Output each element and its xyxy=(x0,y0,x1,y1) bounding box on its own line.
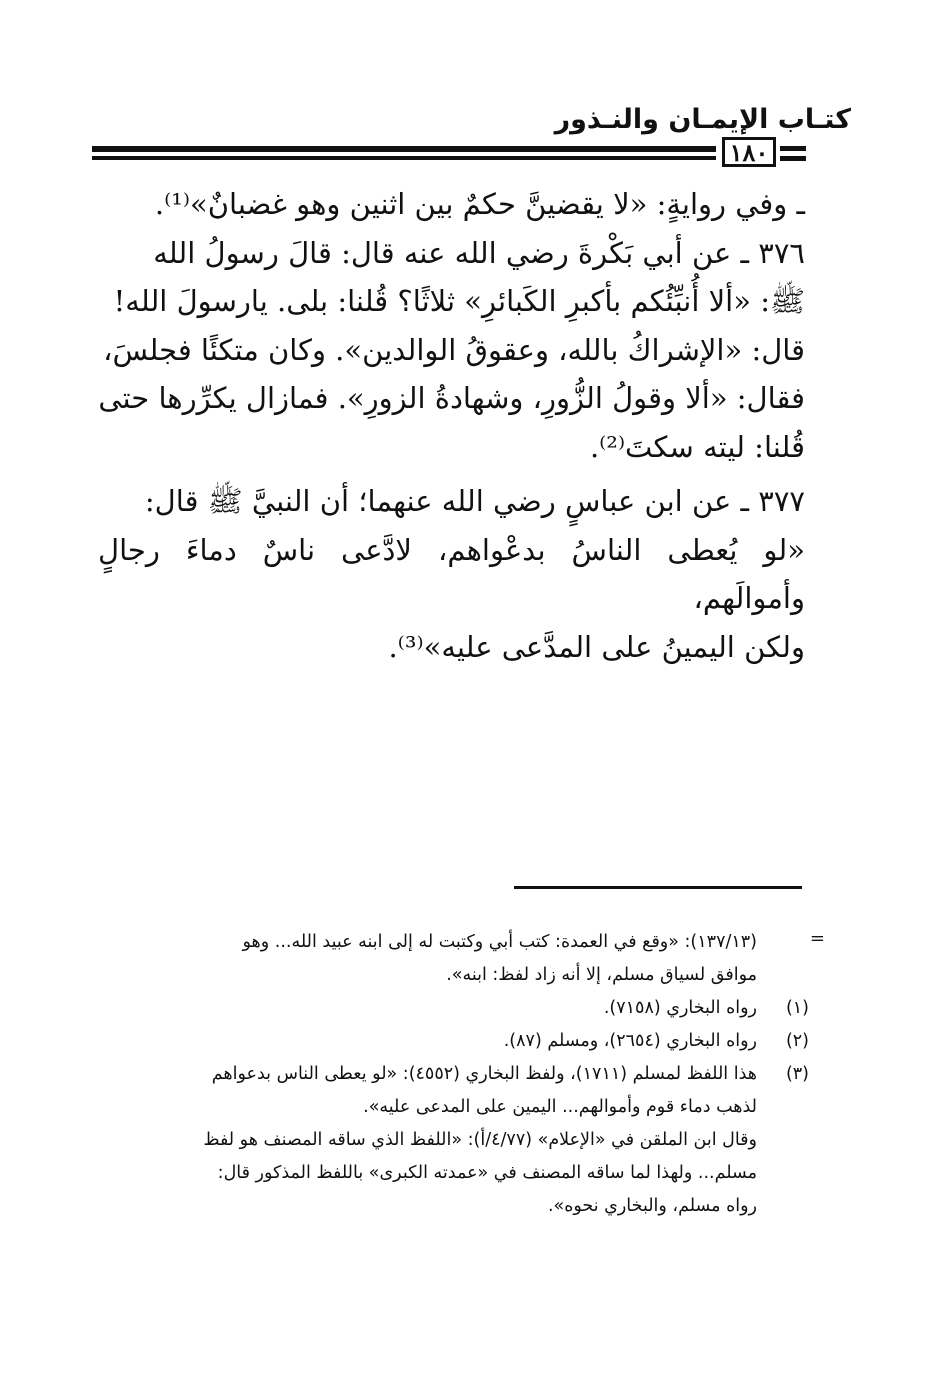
footnote-number: (٢) xyxy=(785,1031,809,1051)
page-number: ١٨٠ xyxy=(722,137,776,167)
footnote-text: (١٣٧/١٣): «وقع في العمدة: كتب أبي وكتبت له إلى ابنه عبيد الله... وهو xyxy=(242,932,757,952)
footnote-continuation xyxy=(100,926,809,959)
page-number-ornament xyxy=(780,146,806,151)
footnote-3 xyxy=(100,1058,809,1091)
header-rule-thin xyxy=(92,156,716,160)
footnote-text: هذا اللفظ لمسلم (١٧١١)، ولفظ البخاري (٤٥٥٢): «لو يعطى الناس بدعواهم xyxy=(211,1064,757,1084)
footnote-2 xyxy=(100,1025,809,1058)
footnote-text: رواه البخاري (٧١٥٨). xyxy=(603,998,757,1018)
footnote-1 xyxy=(100,992,809,1025)
text-line: ﷺ: «ألا أُنبِّئُكم بأكبرِ الكَبائرِ» ثلاثًا؟ قُلنا: بلى. يارسولَ الله! xyxy=(113,284,805,318)
text-line: ولكن اليمينُ على المدَّعى عليه»⁽³⁾. xyxy=(388,629,805,664)
footnote-separator xyxy=(514,886,802,889)
header-rule xyxy=(92,146,716,152)
footnote-number: (١) xyxy=(785,998,809,1018)
text-line: «لو يُعطى الناسُ بدعْواهم، لادَّعى ناسٌ دماءَ رجالٍ وأموالَهم، xyxy=(98,532,805,615)
footnote-number: (٣) xyxy=(785,1064,809,1084)
text-line: ٣٧٧ ـ عن ابن عباسٍ رضي الله عنهما؛ أن النبيَّ ﷺ قال: xyxy=(144,484,805,518)
text-line: فقال: «ألا وقولُ الزُّورِ، وشهادةُ الزورِ». فمازال يكرِّرها حتى xyxy=(98,381,805,415)
footnote-text: وقال ابن الملقن في «الإعلام» (٤/٧٧/أ): «اللفظ الذي ساقه المصنف هو لفظ xyxy=(203,1130,757,1150)
footnote-text: موافق لسياق مسلم، إلا أنه زاد لفظ: ابنه». xyxy=(446,965,757,985)
text-line: قال: «الإشراكُ بالله، وعقوقُ الوالدين». وكان متكئًا فجلسَ، xyxy=(103,332,805,367)
footnote-text: رواه البخاري (٢٦٥٤)، ومسلم (٨٧). xyxy=(503,1031,757,1051)
text-line: ٣٧٦ ـ عن أبي بَكْرةَ رضي الله عنه قال: قالَ رسولُ الله xyxy=(153,235,805,270)
footnote-text: رواه مسلم، والبخاري نحوه». xyxy=(547,1196,757,1216)
footnote-text: مسلم... ولهذا لما ساقه المصنف في «عمدته الكبرى» باللفظ المذكور قال: xyxy=(217,1163,757,1183)
footnotes xyxy=(100,926,809,1223)
book-title: كتـاب الإيمـان والنـذور xyxy=(554,104,851,135)
text-line: قُلنا: ليته سكتَ⁽²⁾. xyxy=(589,429,805,464)
continuation-mark: = xyxy=(809,928,825,949)
text-line: ـ وفي روايةٍ: «لا يقضينَّ حكمٌ بين اثنين وهو غضبانٌ»⁽¹⁾. xyxy=(154,187,805,221)
page-number-ornament xyxy=(780,156,806,161)
footnote-text: لذهب دماء قوم وأموالهم... اليمين على المدعى عليه». xyxy=(363,1097,757,1117)
main-text xyxy=(98,180,805,671)
